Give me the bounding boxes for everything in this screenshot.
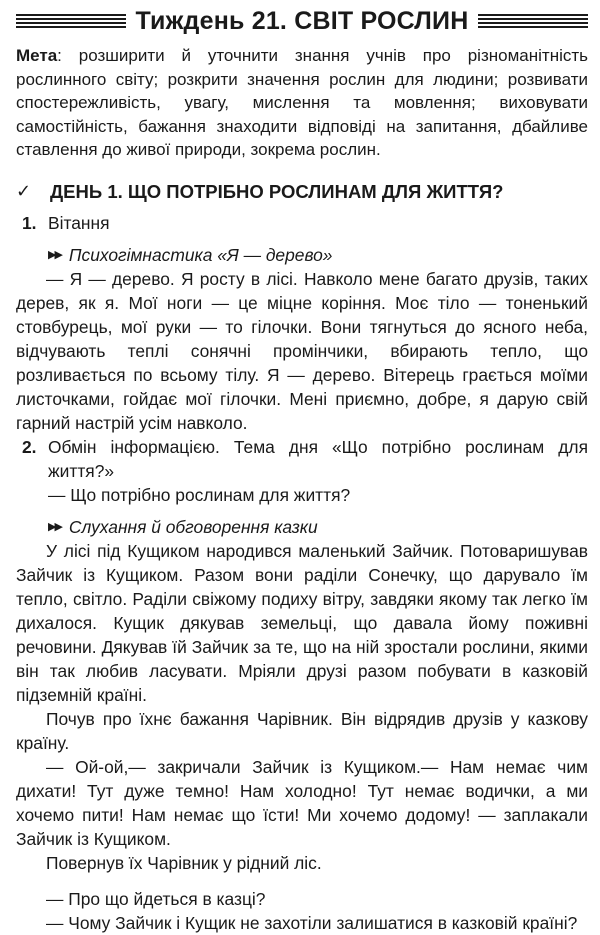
question-text: — Що потрібно рослинам для життя? (48, 484, 351, 505)
story-paragraph: Повернув їх Чарівник у рідний ліс. (46, 852, 322, 873)
discussion-question: — Чому Зайчик і Кущик не захотіли залишатися в казковій країні? (46, 912, 578, 933)
list-item-greeting (16, 211, 588, 235)
goal-paragraph (16, 44, 588, 162)
goal-text: : розширити й уточнити знання учнів про різноманітність рослинного світу; розкрити значення рослин для людини; розвивати спостережливість, увагу, мислення та мовлення; виховувати самостійність, бажання знаходити відповіді на запитання, дбайливе ставлення до живої природи, зокрема рослин. (16, 46, 588, 160)
goal-label: Мета (16, 46, 58, 65)
list-item-info-exchange (16, 435, 588, 483)
title-rule-right (478, 14, 588, 28)
story-paragraph: Почув про їхнє бажання Чарівник. Він відрядив друзів у казкову країну. (16, 708, 588, 753)
double-arrow-icon: ▶▶ (48, 248, 61, 261)
item-text: Вітання (48, 212, 110, 233)
day-heading (16, 179, 588, 205)
discussion-question: — Про що йдеться в казці? (46, 888, 266, 909)
title-rule-left (16, 14, 126, 28)
item-text: Обмін інформацією. Тема дня «Що потрібно рослинам для життя?» (48, 436, 588, 481)
spacer (16, 875, 588, 887)
day-heading-text: ДЕНЬ 1. ЩО ПОТРІБНО РОСЛИНАМ ДЛЯ ЖИТТЯ? (50, 180, 504, 202)
checkmark-icon: ✓ (16, 181, 32, 202)
item-number: 2. (22, 436, 37, 457)
section-title: Слухання й обговорення казки (68, 516, 318, 537)
week-title: Тиждень 21. СВІТ РОСЛИН (135, 6, 469, 35)
section-heading-story (48, 515, 588, 539)
story-paragraph: — Ой-ой,— закричали Зайчик із Кущиком.— Нам немає чим дихати! Тут дуже темно! Нам холодно! Тут немає водички, а ми хочемо пити! Нам немає що їсти! Ми хочемо додому! — заплакали Зайчик із Кущиком. (16, 756, 588, 849)
section-heading-psychogymnastics (48, 243, 588, 267)
item-number: 1. (22, 212, 37, 233)
psychogymnastics-text: — Я — дерево. Я росту в лісі. Навколо мене багато друзів, таких дерев, як я. Мої ноги — це міцне коріння. Моє тіло — тоненький стовбурець, мої руки — то гілочки. Вони тягнуться до ясного неба, відчувають теплі сонячні промінчики, вбирають тепло, що розливається по всьому тілу. Я — дерево. Вітерець грається моїми листочками, гойдає мої гілочки. Мені приємно, добре, я дарую свій гарний настрій усім навколо. (16, 268, 588, 433)
week-title-row (16, 0, 588, 42)
double-arrow-icon: ▶▶ (48, 520, 61, 533)
story-paragraph: У лісі під Кущиком народився маленький Зайчик. Потоваришував Зайчик із Кущиком. Разом вони раділи Сонечку, що дарувало їм тепло, світло. Раділи свіжому подиху вітру, завдяки якому так легко їм дихалося. Кущик дякував земельці, що давала йому поживні речовини. Дякував їй Зайчик за те, що на ній зростали рослини, якими він так любив ласувати. Мріяли друзі разом побувати в казковій підземній країні. (16, 540, 588, 705)
section-title: Психогімнастика «Я — дерево» (68, 244, 333, 265)
